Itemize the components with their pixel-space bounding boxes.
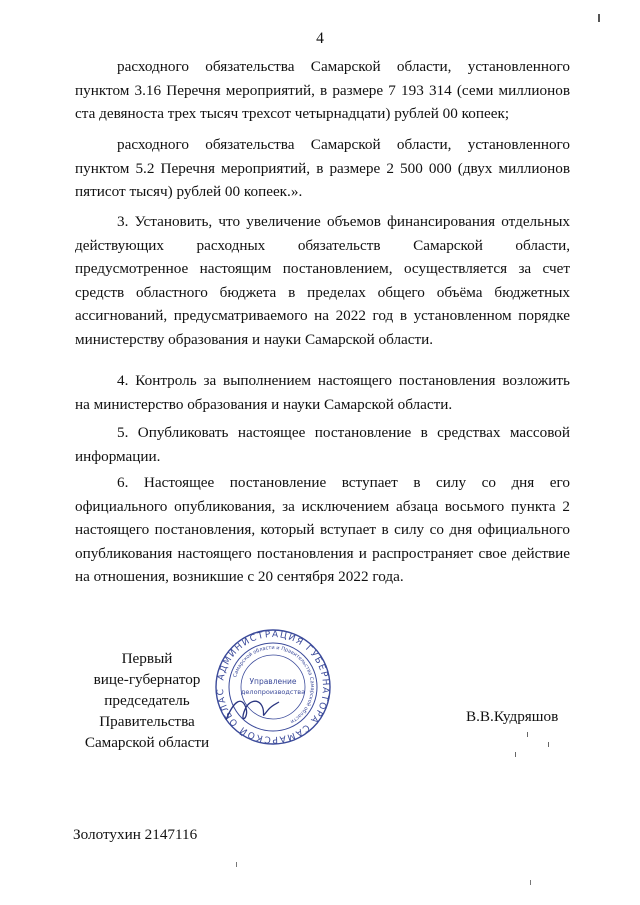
scan-mark-dot-1 — [527, 732, 528, 737]
paragraph-item-6: 6. Настоящее постановление вступает в силу со дня его официального опубликования, за исключением абзаца восьмого пункта 2 настоящего постановления, который вступает в силу со дня официального опубликования настоящего постановления и распространяет свое действие на отношения, возникшие с 20 сентября 2022 года. — [75, 474, 570, 585]
signatory-title-line2: вице-губернатор — [93, 671, 201, 688]
paragraph-obligation-5-2: расходного обязательства Самарской области, установленного пунктом 5.2 Перечня мероприятий, в размере 2 500 000 (двух миллионов пятисот тысяч) рублей 00 копеек.». — [75, 136, 570, 200]
scan-mark-dot-4 — [236, 862, 237, 867]
scan-mark-dot-3 — [515, 752, 516, 757]
signatory-title — [62, 648, 232, 753]
executor-note: Золотухин 2147116 — [73, 826, 198, 843]
signatory-title-line1: Первый — [121, 650, 173, 667]
seal-center-line2: делопроизводства — [240, 688, 306, 696]
scan-mark-dot-5 — [530, 880, 531, 885]
signatory-title-line3: председатель Правительства — [99, 692, 195, 730]
seal-inner-text: Самарской области и Правительства Самарской области — [232, 644, 316, 725]
seal-center-line1: Управление — [249, 677, 297, 686]
signatory-title-line4: Самарской области — [84, 734, 210, 751]
paragraph-item-5: 5. Опубликовать настоящее постановление в средствах массовой информации. — [75, 424, 570, 465]
signatory-name: В.В.Кудряшов — [466, 708, 559, 725]
scan-mark-top — [598, 14, 600, 22]
scan-mark-dot-2 — [548, 742, 549, 747]
paragraph-item-4: 4. Контроль за выполнением настоящего постановления возложить на министерство образования и науки Самарской области. — [75, 372, 570, 413]
page-number: 4 — [316, 30, 324, 47]
handwritten-signature — [222, 690, 282, 730]
paragraph-obligation-3-16: расходного обязательства Самарской области, установленного пунктом 3.16 Перечня мероприятий, в размере 7 193 314 (семи миллионов ста девяноста трех тысяч трехсот четырнадцати) рублей 00 копеек; — [75, 58, 570, 122]
paragraph-item-3: 3. Установить, что увеличение объемов финансирования отдельных действующих расходных обязательств Самарской области, предусмотренное настоящим постановлением, осуществляется за счет средств областного бюджета в пределах общего объёма бюджетных ассигнований, предусматриваемого на 2022 год в установленном порядке министерству образования и науки Самарской области. — [75, 213, 570, 348]
seal-outer-text: АДМИНИСТРАЦИЯ ГУБЕРНАТОРА САМАРСКОЙ ОБЛАС — [215, 629, 331, 745]
